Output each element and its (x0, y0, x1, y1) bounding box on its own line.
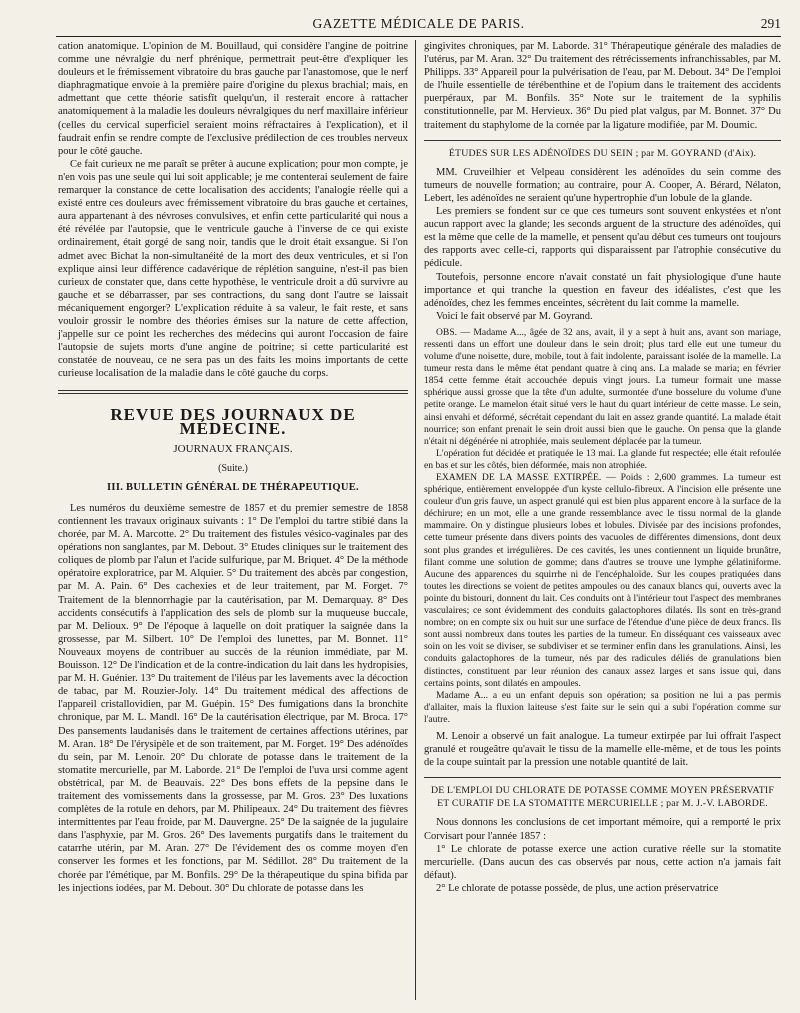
right-paragraph-2: MM. Cruveilhier et Velpeau considèrent les adénoïdes du sein comme des tumeurs de nouvelle formation; au contraire, pour A. Cooper, A. Bérard, Nélaton, Lebert, les adénoïdes ne seraient qu'une hypertrophie d'un lobule de la glande. (424, 166, 781, 204)
suite-label: (Suite.) (218, 462, 248, 474)
observation-3: EXAMEN DE LA MASSE EXTIRPÉE. — Poids : 2,600 grammes. La tumeur est sphérique, entièrement enveloppée d'un kyste cellulo-fibreux. A l'incision elle présente une couleur d'un gris fauve, un aspect granulé qui est bien plus apparent encore à la surface de la déchirure; en un mot, elle a une grande ressemblance avec le tissu normal de la glande mammaire. On y distingue plusieurs lobes et lobules. Divisée par des incisions profondes, cette tumeur présente dans divers points des vacuoles de différentes dimensions, dont deux sont plus grandes et irrégulières. De ces cavités, les unes contiennent un liquide brunâtre, filant comme une solution de gomme; dans d'autres se trouve une lymphe gélatiniforme. Aucune des apparences du squirrhe ni de l'encéphaloïde. Sur les coupes pratiquées dans toutes les directions se voient de petites ampoules ou des canaux blancs qui, ouverts avec la pointe du bistouri, donnent du lait. Ces conduits ont à l'intérieur tout l'aspect des membranes vasculaires; ce sont évidemment des conduits galactophores dilatés. Ils sont en très-grand nombre; on en compte six ou huit sur une surface de l'étendue d'une pièce de deux francs. Ils sont aussi nombreux dans toutes les parties de la tumeur. En disséquant ces vaisseaux avec soin on les voit se diviser, se subdiviser et se terminer enfin dans les granulations. Ainsi, les conduits galactophores de la tumeur, nés par des radicules déliés de granulations bien distinctes, constituent par leur réunion des canaux assez larges et sans issue qui, dans certains points, sont dilatés en ampoules. (424, 472, 781, 689)
adenoides-heading: ÉTUDES SUR LES ADÉNOÏDES DU SEIN ; par M. GOYRAND (d'Aix). (448, 147, 757, 159)
left-column (58, 40, 408, 895)
right-paragraph-5: Voici le fait observé par M. Goyrand. (436, 310, 593, 322)
chlorate-heading: DE L'EMPLOI DU CHLORATE DE POTASSE COMME MOYEN PRÉSERVATIF ET CURATIF DE LA STOMATITE MERCURIELLE ; par M. J.-V. LABORDE. (430, 785, 775, 810)
divider-2 (424, 777, 781, 778)
page-header (56, 14, 781, 37)
right-paragraph-1: gingivites chroniques, par M. Laborde. 31° Thérapeutique générale des maladies de l'utérus, par M. Aran. 32° Du traitement des rétrécissements infranchissables, par M. Philipps. 33° Appareil pour la pulvérisation de l'eau, par M. Debout. 34° De l'emploi de l'huile essentielle de térébenthine et de l'opium dans le traitement des accidents puerpéraux, par M. Bonfils. 35° Note sur le traitement de la syphilis constitutionnelle, par M. Hervieux. 36° Du pied plat valgus, par M. Bonnet. 37° Du traitement du staphylome de la cornée par la ligature modifiée, par M. Doumic. (424, 41, 781, 131)
observation-1: OBS. — Madame A..., âgée de 32 ans, avait, il y a sept à huit ans, avant son mariage, ressenti dans un effort une douleur dans le sein droit; plus tard elle eut une tumeur du volume d'une noisette, dure, mobile, tout à fait indolente, paraissant isolée de la mamelle. La tumeur resta dans le même état pendant quatre à cinq ans. La malade se maria; en février 1854 cette femme était accouchée depuis vingt jours. La tumeur formait une masse sphérique aussi grosse que la tête d'un adulte, surmontée d'une bosselure du volume d'une petite orange. Le mamelon était situé vers le haut du quart intérieur de cette masse. Le sein, ainsi envahi et déformé, sécrétait cependant du lait en assez grande quantité. La malade était nourrice; son enfant prenait le sein droit aussi bien que le gauche. On pensa que la glande n'était ni dégénérée ni atrophiée, mais seulement déplacée par la tumeur. (424, 326, 781, 447)
divider-1 (424, 140, 781, 141)
publication-title: GAZETTE MÉDICALE DE PARIS. (312, 16, 525, 31)
journals-subhead: JOURNAUX FRANÇAIS. (173, 442, 293, 455)
right-paragraph-9: 2° Le chlorate de potasse possède, de plus, une action préservatrice (436, 882, 719, 894)
observation-2: L'opération fut décidée et pratiquée le 13 mai. La glande fut respectée; elle était refoulée en bas et sur les côtés, bien déformée, mais non atrophiée. (424, 447, 781, 471)
review-title: REVUE DES JOURNAUX DE MÉDECINE. (110, 405, 356, 438)
bulletin-section-title: III. BULLETIN GÉNÉRAL DE THÉRAPEUTIQUE. (107, 481, 359, 493)
right-paragraph-8: 1° Le chlorate de potasse exerce une action curative réelle sur la stomatite mercurielle. (Dans aucun des cas observés par nous, cette action n'a jamais fait défaut). (424, 843, 781, 881)
left-paragraph-1: cation anatomique. L'opinion de M. Bouillaud, qui considère l'angine de poitrine comme une névralgie du nerf phrénique, permettrait peut-être d'expliquer les douleurs et le frémissement vibratoire du bras gauche par l'anastomose, que le nerf diaphragmatique envoie à la première paire d'origine du plexus brachial; mais, en admettant que cette théorie satisfît quelqu'un, il resterait encore à rattacher anatomiquement à la maladie les douleurs névralgiques du nerf maxillaire inférieur (celles du cervical superficiel seraient moins réfractaires à l'explication), et il faudrait enfin se rendre compte de l'exclusive prédilection de ces troubles nerveux pour le côté gauche. (58, 41, 408, 157)
right-paragraph-3: Les premiers se fondent sur ce que ces tumeurs sont souvent enkystées et n'ont aucun rapport avec la glande; les seconds arguent de la structure des adénoïdes, qui est la même que celle de la mamelle, et pensent qu'au début ces tumeurs ont toujours des rapports avec celle-ci, rapports qui disparaissent par l'atrophie consécutive du pédicule. (424, 206, 781, 270)
left-paragraph-3: Les numéros du deuxième semestre de 1857 et du premier semestre de 1858 contiennent les travaux originaux suivants : 1° De l'emploi du tartre stibié dans la chorée, par M. A. Marcotte. 2° Du traitement des fistules vésico-vaginales par des opérations non sanglantes, par M. Debout. 3° Etudes cliniques sur le traitement des coliques de plomb par l'alun et l'acide sulfurique, par M. Briquet. 4° De la méthode opératoire exploratrice, par M. Alquier. 5° Du traitement des abcès par congestion, par M. A. Pain. 6° Des cachexies et de leur traitement, par M. Forget. 7° Traitement de la blennorrhagie par la cautérisation, par M. Demarquay. 8° Des accidents consécutifs à l'application des sels de plomb sur la muqueuse buccale, par M. Delioux. 9° De l'époque à laquelle on doit pratiquer la saignée dans la grossesse, par M. Silbert. 10° De l'emploi des lunettes, par M. Bonnet. 11° Nouveaux moyens de contribuer au succès de la réunion immédiate, par M. Bouisson. 12° De l'indication et de la contre-indication du lait dans les hydropisies, par M. H. Guénier. 13° Du traitement de l'iléus par les lavements avec la décoction de tabac, par M. Rouzier-Joly. 14° Du traitement médical des affections de l'appareil cristallovidien, par M. Guépin. 15° Des fumigations dans la bronchite chronique, par M. L. Mandl. 16° De la cautérisation électrique, par M. Broca. 17° Des pansements laudanisés dans le traitement de certaines affections utérines, par M. Aran. 18° De l'érysipèle et de son traitement, par M. Forget. 19° Des adénoïdes du sein, par M. Lenoir. 20° Du chlorate de potasse dans le traitement de la stomatite mercurielle, par M. Laborde. 21° De l'emploi de l'uva ursi comme agent obstétrical, par M. de Beauvais. 22° Des bons effets de la pepsine dans le traitement des vomissements dans la grossesse, par M. Gros. 23° Des luxations complètes de la rotule en dehors, par M. Philipeaux. 24° Du traitement des fièvres intermittentes par l'eau froide, par M. Dauvergne. 25° De la saignée de la jugulaire dans l'asphyxie, par M. Gros. 26° Des lavements purgatifs dans le traitement du catarrhe utérin, par M. Aran. 27° De l'évidement des os comme moyen d'en conserver les formes et les fonctions, par M. Sédillot. 28° Du traitement de la chorée par l'émétique, par M. Bonfils. 29° De la thérapeutique du spina bifida par les injections iodées, par M. Debout. 30° Du chlorate de potasse dans les (58, 502, 408, 894)
column-divider (415, 40, 416, 1000)
left-paragraph-2: Ce fait curieux ne me paraît se prêter à aucune explication; pour mon compte, je n'en vois pas une seule qui lui soit applicable; je me contenterai seulement de faire remarquer la constance de cette localisation des accidents; l'analogie réelle qui a existé entre ces douleurs avec frémissement vibratoire du bras gauche et certaines, aura appartenant à des névroses convulsives, et enfin cette particularité qui nous a été révélée par l'autopsie, que le ventricule gauche à l'inverse de ce qui existe ordinairement, était gorgé de sang noir, tandis que le droit était exsangue. Si l'on admet avec Bichat la non-simultanéité de la mort des deux ventricules, et si l'on explique ainsi leur différence cadavérique de réplétion sanguine, n'est-il pas bien curieux de constater que, dans cette hypothèse, le ventricule droit a dû survivre au gauche et se débarrasser, par ses contractions, du sang dont l'autre se laissait mécaniquement engorger? L'explication réduite à sa valeur, le fait reste, et sans vouloir grossir le nombre des théories émises sur la nature de cette affection, j'appelle sur ce point les recherches des médecins qui auront l'occasion de faire l'autopsie de sujets morts d'une angine de poitrine; si cette particularité est constatée de nouveau, ce ne sera pas un des faits les moins importants de cette curieuse localisation de la maladie dans le côté gauche du corps. (58, 158, 408, 380)
right-paragraph-6: M. Lenoir a observé un fait analogue. La tumeur extirpée par lui offrait l'aspect granulé et rougeâtre qu'avait le tissu de la mamelle elle-même, et de tous les points de la coupe suintait par la pression une notable quantité de lait. (424, 730, 781, 769)
right-column (424, 40, 781, 895)
observation-4: Madame A... a eu un enfant depuis son opération; sa position ne lui a pas permis d'allaiter, mais la fluxion laiteuse s'est faite sur le sein qui a subi l'opération comme sur l'autre. (424, 689, 781, 725)
right-paragraph-4: Toutefois, personne encore n'avait constaté un fait physiologique d'une haute importance et qui tranche la question en faveur des idéalistes, c'est que les adénoïdes, chez les femmes enceintes, sécrètent du lait comme la mamelle. (424, 271, 781, 309)
page-number: 291 (760, 16, 781, 31)
section-divider (58, 390, 408, 394)
right-paragraph-7: Nous donnons les conclusions de cet important mémoire, qui a remporté le prix Corvisart pour l'année 1857 : (424, 817, 781, 842)
